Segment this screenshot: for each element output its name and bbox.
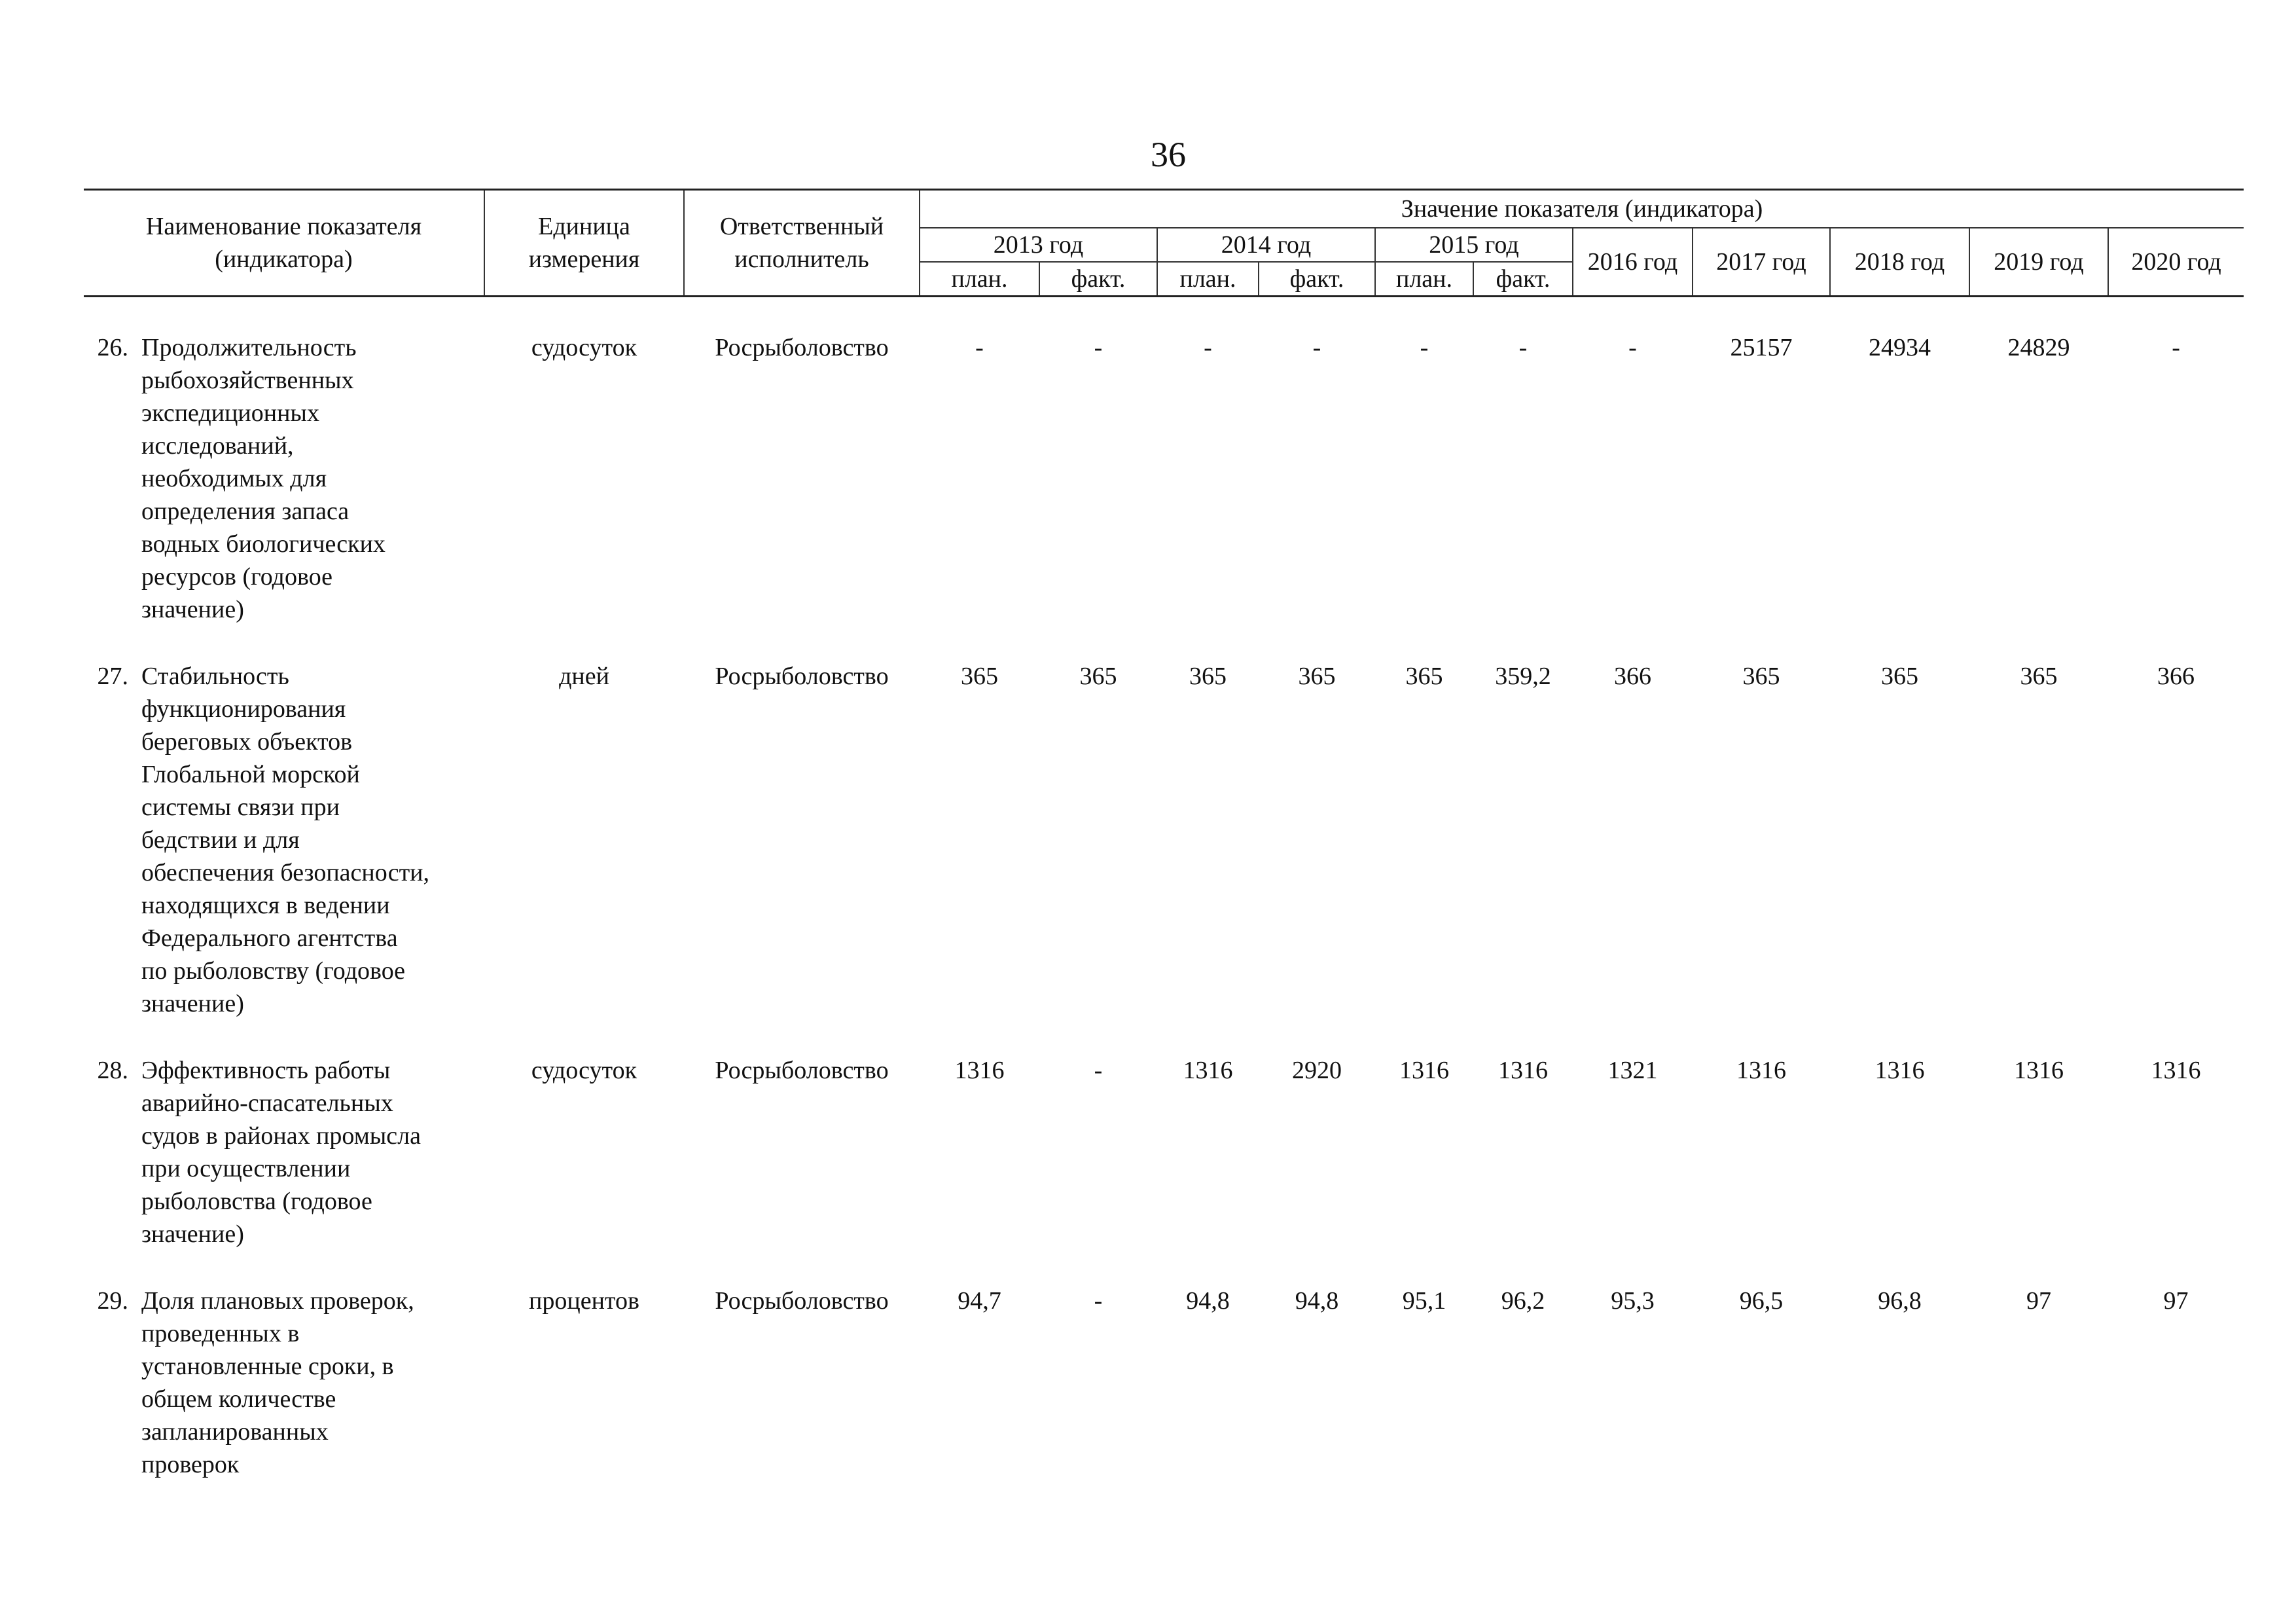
header-year-2014: 2014 год xyxy=(1157,228,1375,262)
table-row xyxy=(84,331,2244,660)
value-2016: - xyxy=(1628,334,1637,361)
header-executor: Ответственный исполнитель xyxy=(684,190,920,297)
value-2016: 1321 xyxy=(1607,1057,1658,1084)
row-number: 26. xyxy=(97,334,128,361)
table-row xyxy=(84,1054,2244,1285)
header-value-group: Значение показателя (индикатора) xyxy=(920,190,2244,228)
header-year-2013: 2013 год xyxy=(920,228,1157,262)
header-fact-2014: факт. xyxy=(1259,262,1375,297)
value-2016: 95,3 xyxy=(1611,1287,1655,1315)
value-2015-fact: 1316 xyxy=(1498,1057,1548,1084)
value-2013-plan: 94,7 xyxy=(958,1287,1001,1315)
value-2015-fact: 96,2 xyxy=(1501,1287,1545,1315)
page-number: 36 xyxy=(1151,135,1186,174)
indicator-name-cell xyxy=(84,331,484,660)
value-2019: 1316 xyxy=(2014,1057,2064,1084)
indicator-name: Стабильность функционирования береговых объектов Глобальной морской системы связи при бедствии и для обеспечения безопасности, находящихся в ведении Федерального агентства по рыболовству (годовое значение) xyxy=(141,663,430,1017)
indicator-name: Доля плановых проверок, проведенных в установленные сроки, в общем количестве запланированных проверок xyxy=(141,1287,414,1478)
header-year-2017: 2017 год xyxy=(1693,228,1830,297)
header-fact-2015: факт. xyxy=(1473,262,1573,297)
value-2013-plan: 1316 xyxy=(954,1057,1005,1084)
header-year-2018: 2018 год xyxy=(1830,228,1969,297)
indicator-name-cell xyxy=(84,660,484,1054)
value-2018: 24934 xyxy=(1869,334,1931,361)
value-2015-plan: 95,1 xyxy=(1402,1287,1446,1315)
indicator-name: Эффективность работы аварийно-спасательных судов в районах промысла при осуществлении рыболовства (годовое значение) xyxy=(141,1057,421,1248)
executor-cell: Росрыболовство xyxy=(715,663,889,690)
indicator-name-cell xyxy=(84,1054,484,1285)
header-plan-2013: план. xyxy=(920,262,1039,297)
value-2014-plan: 94,8 xyxy=(1186,1287,1230,1315)
header-year-2015: 2015 год xyxy=(1375,228,1573,262)
header-fact-2013: факт. xyxy=(1039,262,1157,297)
value-2020: 97 xyxy=(2163,1287,2189,1315)
header-plan-2014: план. xyxy=(1157,262,1259,297)
value-2013-fact: - xyxy=(1094,1287,1103,1315)
table-row xyxy=(84,1285,2244,1507)
executor-cell: Росрыболовство xyxy=(715,334,889,361)
value-2014-fact: - xyxy=(1312,334,1321,361)
row-number: 27. xyxy=(97,663,128,690)
value-2016: 366 xyxy=(1614,663,1651,690)
value-2015-plan: 1316 xyxy=(1399,1057,1449,1084)
value-2015-fact: - xyxy=(1518,334,1528,361)
value-2020: 366 xyxy=(2157,663,2195,690)
header-unit: Единица измерения xyxy=(484,190,684,297)
table-body xyxy=(84,297,2244,1508)
value-2014-fact: 94,8 xyxy=(1295,1287,1339,1315)
value-2019: 24829 xyxy=(2007,334,2070,361)
table-header xyxy=(84,190,2244,297)
indicator-name: Продолжительность рыбохозяйственных экспедиционных исследований, необходимых для определения запаса водных биологических ресурсов (годовое значение) xyxy=(141,334,386,623)
value-2014-plan: - xyxy=(1204,334,1212,361)
value-2014-fact: 365 xyxy=(1298,663,1336,690)
header-year-2016: 2016 год xyxy=(1573,228,1693,297)
value-2019: 97 xyxy=(2026,1287,2051,1315)
value-2014-plan: 1316 xyxy=(1183,1057,1233,1084)
value-2015-plan: - xyxy=(1420,334,1429,361)
table-row xyxy=(84,660,2244,1054)
value-2017: 365 xyxy=(1742,663,1780,690)
header-year-2020: 2020 год xyxy=(2108,228,2244,297)
value-2020: - xyxy=(2172,334,2180,361)
row-number: 29. xyxy=(97,1287,128,1315)
unit-cell: судосуток xyxy=(531,334,637,361)
value-2013-fact: 365 xyxy=(1079,663,1117,690)
header-year-2019: 2019 год xyxy=(1969,228,2108,297)
row-number: 28. xyxy=(97,1057,128,1084)
value-2015-plan: 365 xyxy=(1405,663,1443,690)
executor-cell: Росрыболовство xyxy=(715,1057,889,1084)
value-2019: 365 xyxy=(2020,663,2058,690)
value-2014-plan: 365 xyxy=(1189,663,1227,690)
unit-cell: судосуток xyxy=(531,1057,637,1084)
header-name: Наименование показателя (индикатора) xyxy=(84,190,484,297)
value-2013-fact: - xyxy=(1094,334,1103,361)
value-2013-plan: - xyxy=(975,334,984,361)
value-2017: 25157 xyxy=(1730,334,1793,361)
value-2018: 1316 xyxy=(1874,1057,1925,1084)
executor-cell: Росрыболовство xyxy=(715,1287,889,1315)
indicators-table xyxy=(84,189,2244,1507)
value-2017: 1316 xyxy=(1736,1057,1786,1084)
unit-cell: дней xyxy=(559,663,609,690)
value-2015-fact: 359,2 xyxy=(1495,663,1551,690)
value-2018: 365 xyxy=(1881,663,1918,690)
unit-cell: процентов xyxy=(529,1287,639,1315)
value-2017: 96,5 xyxy=(1739,1287,1784,1315)
header-plan-2015: план. xyxy=(1375,262,1473,297)
value-2013-plan: 365 xyxy=(961,663,998,690)
value-2014-fact: 2920 xyxy=(1292,1057,1342,1084)
indicator-name-cell xyxy=(84,1285,484,1507)
value-2018: 96,8 xyxy=(1878,1287,1922,1315)
value-2020: 1316 xyxy=(2151,1057,2201,1084)
value-2013-fact: - xyxy=(1094,1057,1103,1084)
